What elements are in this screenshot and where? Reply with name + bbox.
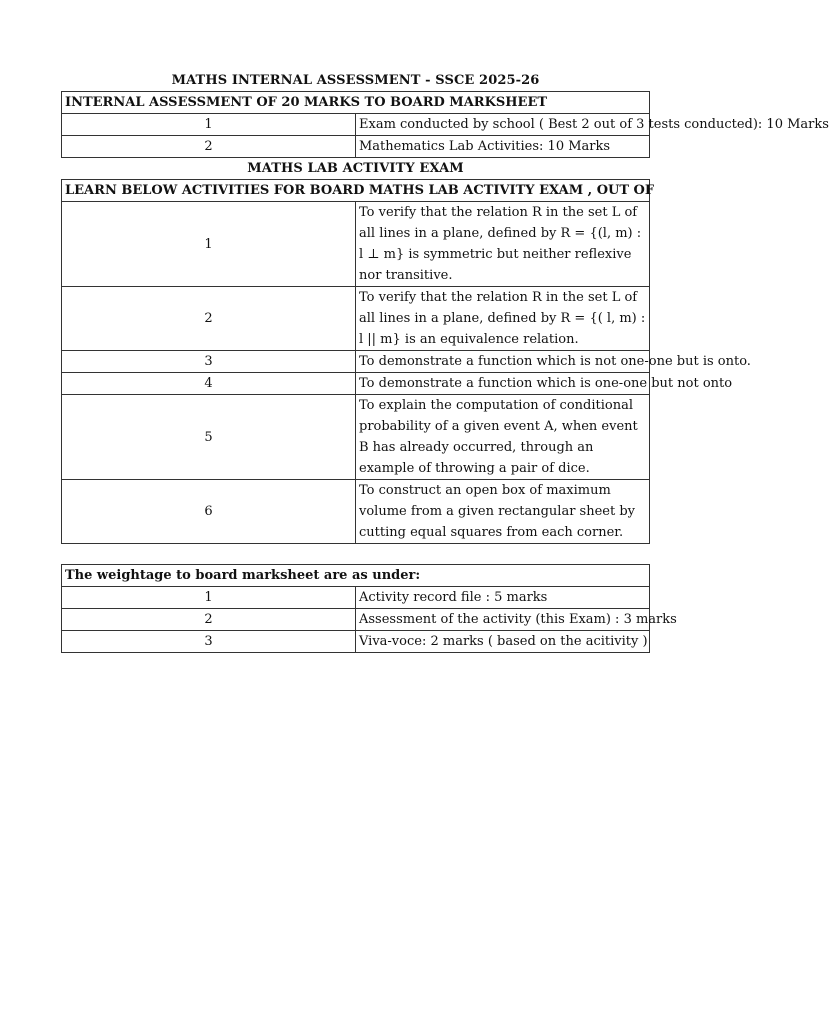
internal-assessment-table <box>61 91 829 158</box>
row-number: 3 <box>62 351 356 373</box>
row-text: To verify that the relation R in the set L of all lines in a plane, defined by R = {( l, m) : l || m} is an equivalence relation. <box>356 287 650 351</box>
row-text: Mathematics Lab Activities: 10 Marks <box>356 136 650 158</box>
table-header-row <box>62 92 650 114</box>
table-row <box>62 373 650 395</box>
table-row <box>62 287 650 351</box>
internal-assessment-header: INTERNAL ASSESSMENT OF 20 MARKS TO BOARD MARKSHEET <box>62 92 650 114</box>
table-row <box>62 480 650 544</box>
row-text: To verify that the relation R in the set L of all lines in a plane, defined by R = {(l, m) : l ⊥ m} is symmetric but neither reflexive nor transitive. <box>356 202 650 287</box>
row-number: 3 <box>62 631 356 653</box>
table-row <box>62 609 650 631</box>
lab-activities-header: LEARN BELOW ACTIVITIES FOR BOARD MATHS LAB ACTIVITY EXAM , OUT OF <box>62 180 650 202</box>
row-text: To demonstrate a function which is one-one but not onto <box>356 373 650 395</box>
row-number: 2 <box>62 287 356 351</box>
table-row <box>62 202 650 287</box>
row-text: To demonstrate a function which is not one-one but is onto. <box>356 351 650 373</box>
row-number: 6 <box>62 480 356 544</box>
spacer <box>61 544 650 564</box>
row-number: 2 <box>62 609 356 631</box>
table-header-row <box>62 180 650 202</box>
main-title: MATHS INTERNAL ASSESSMENT - SSCE 2025-26 <box>171 73 540 88</box>
weightage-table <box>61 564 677 653</box>
table-header-row <box>62 565 650 587</box>
table-row <box>62 136 650 158</box>
row-number: 5 <box>62 395 356 480</box>
row-number: 4 <box>62 373 356 395</box>
row-number: 1 <box>62 114 356 136</box>
row-text: Exam conducted by school ( Best 2 out of 3 tests conducted): 10 Marks <box>356 114 650 136</box>
row-number: 1 <box>62 587 356 609</box>
lab-activities-table <box>61 179 751 544</box>
row-text: Assessment of the activity (this Exam) : 3 marks <box>356 609 650 631</box>
row-number: 2 <box>62 136 356 158</box>
row-text: Activity record file : 5 marks <box>356 587 650 609</box>
worksheet <box>61 70 829 653</box>
lab-activity-title: MATHS LAB ACTIVITY EXAM <box>247 161 464 176</box>
weightage-header: The weightage to board marksheet are as under: <box>62 565 650 587</box>
table-row <box>62 631 650 653</box>
table-row <box>62 395 650 480</box>
row-text: To construct an open box of maximum volume from a given rectangular sheet by cutting equal squares from each corner. <box>356 480 650 544</box>
row-text: To explain the computation of conditional probability of a given event A, when event B has already occurred, through an example of throwing a pair of dice. <box>356 395 650 480</box>
table-row <box>62 587 650 609</box>
row-number: 1 <box>62 202 356 287</box>
table-row <box>62 351 650 373</box>
table-row <box>62 114 650 136</box>
row-text: Viva-voce: 2 marks ( based on the acitivity ) <box>356 631 650 653</box>
